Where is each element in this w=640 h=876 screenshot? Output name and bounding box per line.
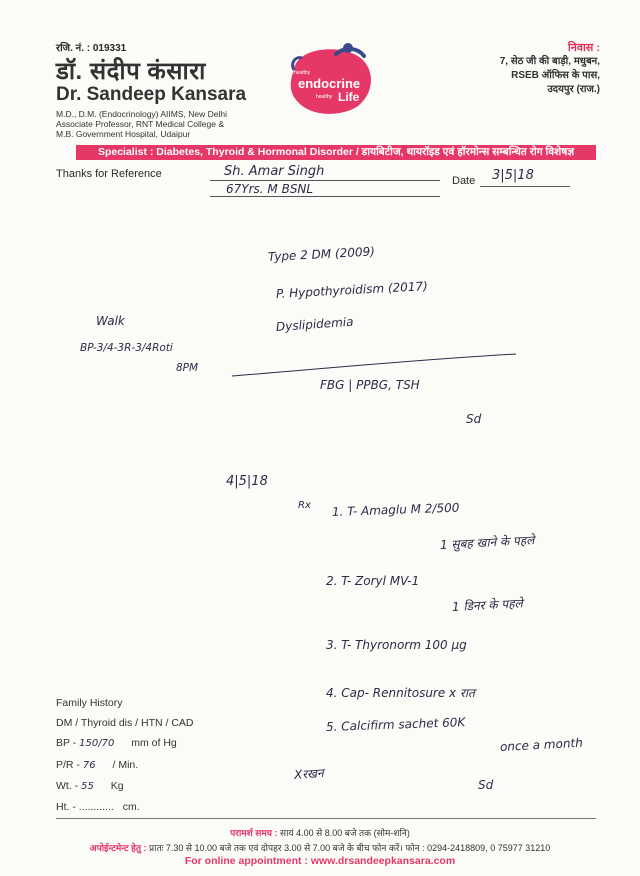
ht-unit: cm. (122, 801, 140, 813)
endocrine-life-logo (276, 40, 386, 118)
initials-2: Sd (478, 778, 494, 792)
doctor-qualifications (56, 109, 266, 139)
pr-label: P/R - (56, 759, 80, 771)
online-url[interactable]: www.drsandeepkansara.com (310, 855, 456, 867)
consultation-hours (0, 826, 640, 839)
appointment-label: अपोईन्टमेन्ट हेतु : (89, 843, 147, 853)
qualification-line: Associate Professor, RNT Medical College & (56, 119, 225, 129)
wt-row (56, 780, 124, 792)
initials-1: Sd (466, 412, 482, 426)
online-label: For online appointment : (184, 855, 308, 867)
medication-1-instruction: 1 सुबह खाने के पहले (439, 533, 535, 552)
diagnosis-line-3: Dyslipidemia (275, 314, 354, 334)
side-note-time: 8PM (176, 362, 199, 374)
patient-name: Sh. Amar Singh (224, 164, 325, 179)
logo-main-text: endocrine (298, 76, 361, 91)
qualification-line: M.D., D.M. (Endocrinology) AIIMS, New Delhi (56, 109, 227, 119)
pr-value: 76 (82, 760, 96, 771)
reference-label: Thanks for Reference (56, 168, 162, 180)
date-label: Date (452, 175, 476, 187)
family-history-title: Family History (56, 697, 123, 709)
side-note-walk: Walk (96, 314, 125, 328)
investigations: FBG | PPBG, TSH (320, 378, 420, 392)
ht-row (56, 801, 140, 813)
logo-small-top: healthy (294, 70, 311, 76)
logo-small-bottom: healthy (316, 94, 333, 100)
bp-label: BP - (56, 737, 77, 749)
reference-line-2 (210, 196, 440, 197)
date-value: 3|5|18 (492, 168, 534, 183)
bottom-note: Xरखन (293, 765, 325, 782)
medication-2: 2. T- Zoryl MV-1 (326, 574, 420, 588)
appointment-info (0, 841, 640, 854)
address-line: 7, सेठ जी की बाड़ी, मधुबन, (499, 56, 600, 67)
ht-value: ............ (78, 801, 114, 813)
medication-5-instruction: once a month (499, 735, 584, 754)
doctor-name-hindi: डॉ. संदीप कंसारा (56, 58, 206, 85)
residence-address (500, 55, 600, 97)
wt-value: 55 (81, 781, 94, 792)
date-line (480, 186, 570, 187)
ht-label: Ht. - (56, 801, 76, 813)
wt-unit: Kg (110, 780, 124, 792)
diagnosis-line-2: P. Hypothyroidism (2017) (275, 279, 429, 301)
diagnosis-line-1: Type 2 DM (2009) (267, 244, 376, 264)
medication-2-instruction: 1 डिनर के पहले (451, 596, 524, 614)
patient-details: 67Yrs. M BSNL (226, 182, 314, 196)
medication-3: 3. T- Thyronorm 100 µg (326, 638, 467, 652)
side-note-diet: BP-3/4-3R-3/4Roti (80, 342, 173, 354)
bp-row (56, 737, 177, 749)
residence-label: निवास : (567, 42, 600, 54)
family-history-conditions: DM / Thyroid dis / HTN / CAD (56, 717, 194, 729)
divider-line-icon (230, 350, 520, 380)
medication-5: 5. Calcifirm sachet 60K (325, 715, 466, 734)
consultation-label: परामर्श समय : (230, 828, 278, 838)
address-line: उदयपुर (राज.) (547, 84, 600, 95)
doctor-name-english: Dr. Sandeep Kansara (56, 84, 247, 105)
specialist-banner: Specialist : Diabetes, Thyroid & Hormonal Disorder / डायबिटीज, थायरॉइड एवं हॉरमोन्स सम्बन्धित रोग विशेषज्ञ (76, 145, 596, 160)
address-line: RSEB ऑफिस के पास, (511, 70, 600, 81)
medication-1: 1. T- Amaglu M 2/500 (331, 500, 460, 519)
online-appointment (0, 855, 640, 867)
bp-value: 150/70 (79, 738, 115, 749)
bp-unit: mm of Hg (131, 737, 177, 749)
rx-symbol: Rx (298, 500, 311, 511)
consultation-text: सायं 4.00 से 8.00 बजे तक (सोम-शनि) (279, 828, 410, 838)
reference-line (210, 180, 440, 181)
pr-unit: / Min. (112, 759, 139, 771)
registration-number: रजि. नं. : 019331 (56, 43, 127, 54)
footer-divider (56, 818, 596, 819)
pr-row (56, 759, 138, 771)
rx-date: 4|5|18 (226, 474, 268, 489)
medication-4: 4. Cap- Rennitosure x रात (326, 686, 475, 700)
wt-label: Wt. - (56, 780, 79, 792)
appointment-text: प्रातः 7.30 से 10.00 बजे तक एवं दोपहर 3.00 से 7.00 बजे के बीच फोन करें। फोन : 0294-2418809, 0 75977 31210 (149, 843, 551, 853)
logo-sub-text: Life (338, 90, 360, 104)
qualification-line: M.B. Government Hospital, Udaipur (56, 129, 191, 139)
